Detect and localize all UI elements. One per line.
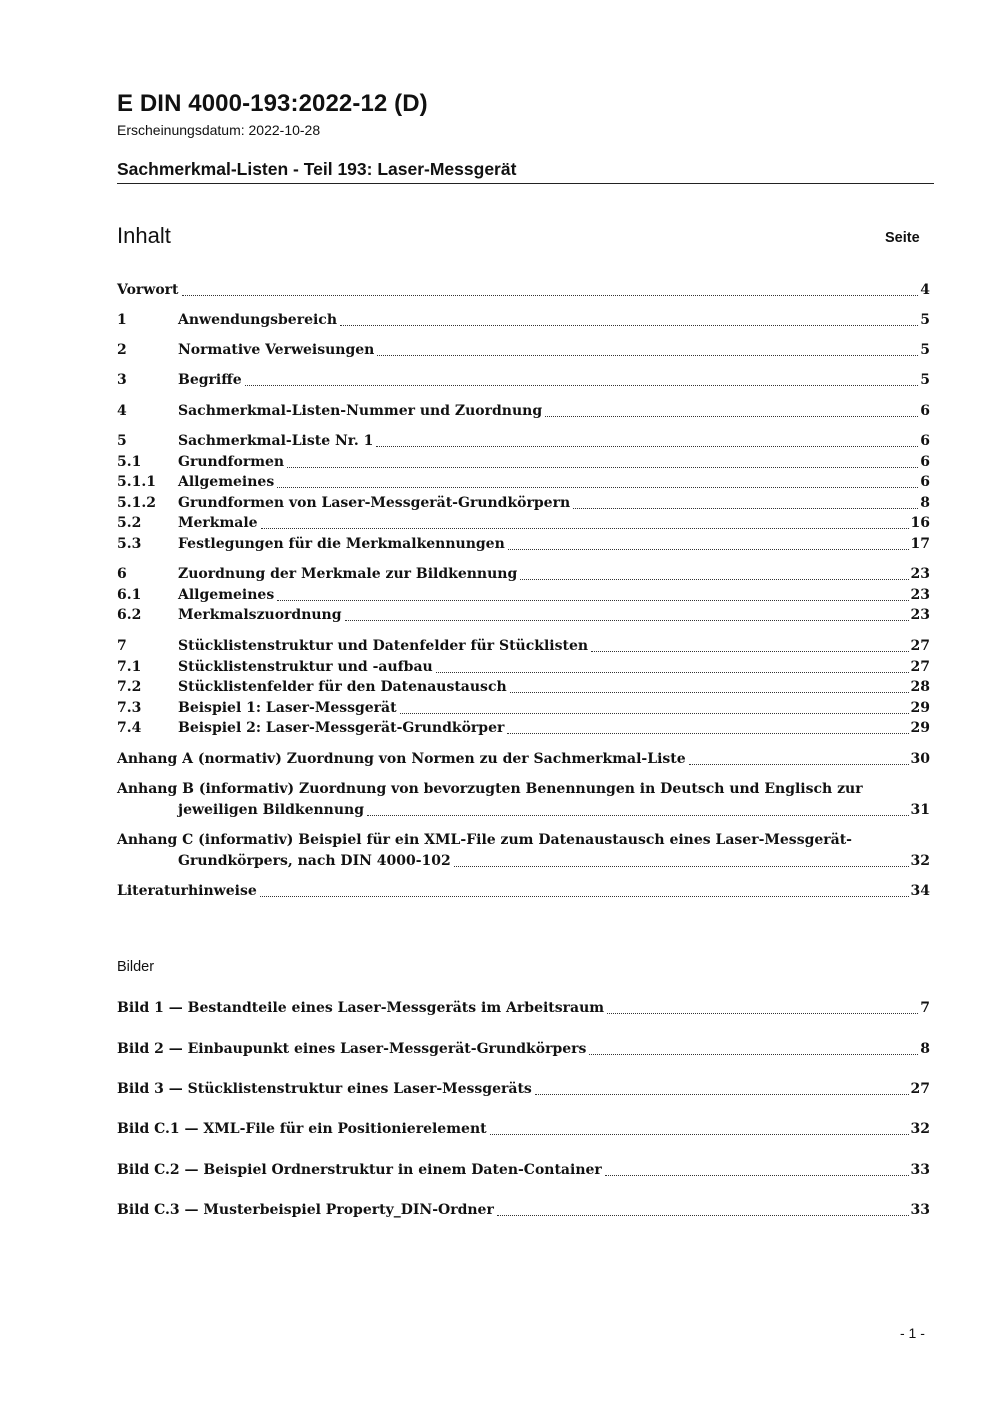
toc-entry-title: Festlegungen für die Merkmalkennungen	[178, 536, 505, 552]
dot-leader	[535, 1093, 909, 1095]
dot-leader	[377, 354, 918, 356]
dot-leader	[260, 895, 909, 897]
figure-entry-page: 8	[920, 1041, 930, 1057]
toc-entry-page: 29	[910, 720, 930, 736]
toc-entry-annex-c[interactable]	[117, 831, 930, 850]
dot-leader	[345, 619, 909, 621]
toc-entry[interactable]	[117, 678, 930, 697]
toc-entry-title: Anwendungsbereich	[178, 312, 337, 328]
toc-entry-page: 27	[910, 659, 930, 675]
dot-leader	[573, 507, 918, 509]
dot-leader	[490, 1133, 909, 1135]
toc-entry[interactable]	[117, 565, 930, 584]
toc-entry-title: Anhang C (informativ) Beispiel für ein XML-File zum Datenaustausch eines Laser-Messgerät-	[117, 832, 852, 848]
toc-entry-title: Beispiel 2: Laser-Messgerät-Grundkörper	[178, 720, 505, 736]
figures-heading: Bilder	[117, 959, 155, 975]
toc-entry-title: Sachmerkmal-Liste Nr. 1	[178, 433, 374, 449]
toc-entry-page: 6	[920, 403, 930, 419]
dot-leader	[607, 1012, 918, 1014]
toc-entry[interactable]	[117, 514, 930, 533]
toc-entry-annex-b-continued[interactable]	[178, 801, 930, 820]
toc-entry-number: 7.4	[117, 720, 142, 736]
toc-entry-page: 6	[920, 454, 930, 470]
toc-entry-number: 2	[117, 342, 127, 358]
toc-entry-number: 4	[117, 403, 127, 419]
figure-entry-title: Bild C.3 — Musterbeispiel Property_DIN-Ordner	[117, 1202, 494, 1218]
figure-entry[interactable]	[117, 1040, 930, 1059]
toc-entry-number: 5.1	[117, 454, 142, 470]
toc-entry[interactable]	[117, 281, 930, 300]
figure-entry-title: Bild 3 — Stücklistenstruktur eines Laser-Messgeräts	[117, 1081, 532, 1097]
toc-entry[interactable]	[117, 432, 930, 451]
toc-entry-number: 3	[117, 372, 127, 388]
figure-entry[interactable]	[117, 1161, 930, 1180]
toc-entry-page: 23	[910, 607, 930, 623]
toc-entry-number: 7	[117, 638, 127, 654]
toc-entry-title: Literaturhinweise	[117, 883, 257, 899]
toc-entry[interactable]	[117, 311, 930, 330]
toc-entry-title: Anhang A (normativ) Zuordnung von Normen zu der Sachmerkmal-Liste	[117, 751, 686, 767]
dot-leader	[605, 1174, 909, 1176]
toc-entry[interactable]	[117, 535, 930, 554]
toc-entry-page: 6	[920, 433, 930, 449]
dot-leader	[261, 527, 909, 529]
figure-entry[interactable]	[117, 999, 930, 1018]
toc-entry-page: 5	[920, 312, 930, 328]
toc-entry-page: 16	[910, 515, 930, 531]
toc-entry-title: Allgemeines	[178, 474, 275, 490]
toc-entry-number: 6.1	[117, 587, 142, 603]
toc-entry-number: 7.1	[117, 659, 142, 675]
toc-entry-number: 5	[117, 433, 127, 449]
toc-entry-title: Grundformen	[178, 454, 285, 470]
toc-entry-page: 34	[910, 883, 930, 899]
toc-entry-bibliography[interactable]	[117, 882, 930, 901]
toc-entry-page: 23	[910, 566, 930, 582]
toc-entry-page: 5	[920, 372, 930, 388]
figure-entry-page: 32	[910, 1121, 930, 1137]
figure-entry[interactable]	[117, 1080, 930, 1099]
dot-leader	[245, 384, 919, 386]
dot-leader	[400, 712, 909, 714]
dot-leader	[507, 732, 908, 734]
toc-entry-page: 6	[920, 474, 930, 490]
toc-entry-title: Allgemeines	[178, 587, 275, 603]
toc-entry[interactable]	[117, 453, 930, 472]
toc-entry-title: Sachmerkmal-Listen-Nummer und Zuordnung	[178, 403, 543, 419]
toc-entry[interactable]	[117, 402, 930, 421]
publication-date: Erscheinungsdatum: 2022-10-28	[117, 122, 321, 138]
dot-leader	[508, 548, 909, 550]
figure-entry-page: 7	[920, 1000, 930, 1016]
toc-entry-number: 1	[117, 312, 127, 328]
toc-entry-title: Normative Verweisungen	[178, 342, 375, 358]
dot-leader	[436, 671, 909, 673]
toc-entry-page: 27	[910, 638, 930, 654]
toc-entry[interactable]	[117, 371, 930, 390]
toc-heading: Inhalt	[117, 223, 171, 248]
toc-entry-number: 5.2	[117, 515, 142, 531]
page-number: - 1 -	[900, 1325, 925, 1341]
toc-entry-title: Merkmale	[178, 515, 258, 531]
toc-entry[interactable]	[117, 586, 930, 605]
figure-entry-title: Bild C.2 — Beispiel Ordnerstruktur in einem Daten-Container	[117, 1162, 602, 1178]
dot-leader	[520, 578, 908, 580]
document-subtitle: Sachmerkmal-Listen - Teil 193: Laser-Messgerät	[117, 159, 517, 179]
dot-leader	[277, 599, 908, 601]
toc-entry-title: Stücklistenfelder für den Datenaustausch	[178, 679, 507, 695]
dot-leader	[340, 324, 918, 326]
figure-entry-page: 33	[910, 1202, 930, 1218]
document-title: E DIN 4000-193:2022-12 (D)	[117, 90, 428, 117]
dot-leader	[591, 650, 908, 652]
toc-entry-number: 5.3	[117, 536, 142, 552]
toc-entry[interactable]	[117, 699, 930, 718]
toc-entry-number: 6	[117, 566, 127, 582]
figure-entry[interactable]	[117, 1120, 930, 1139]
toc-entry-number: 7.3	[117, 700, 142, 716]
toc-entry-page: 31	[910, 802, 930, 818]
toc-entry-page: 30	[910, 751, 930, 767]
toc-entry-number: 7.2	[117, 679, 142, 695]
toc-entry[interactable]	[117, 341, 930, 360]
toc-entry[interactable]	[117, 637, 930, 656]
toc-entry-page: 32	[910, 853, 930, 869]
toc-entry-page: 4	[920, 282, 930, 298]
dot-leader	[545, 415, 918, 417]
toc-entry-page: 8	[920, 495, 930, 511]
toc-entry-annex-b[interactable]	[117, 780, 930, 799]
toc-entry[interactable]	[117, 658, 930, 677]
toc-entry-title: Vorwort	[117, 282, 179, 298]
subtitle-divider	[117, 183, 934, 184]
toc-entry-title: jeweiligen Bildkennung	[178, 802, 365, 818]
toc-entry-title: Begriffe	[178, 372, 242, 388]
figure-entry-title: Bild 2 — Einbaupunkt eines Laser-Messgerät-Grundkörpers	[117, 1041, 587, 1057]
figure-entry-title: Bild 1 — Bestandteile eines Laser-Messgeräts im Arbeitsraum	[117, 1000, 605, 1016]
toc-entry-number: 6.2	[117, 607, 142, 623]
toc-entry-number: 5.1.1	[117, 474, 156, 490]
dot-leader	[510, 691, 909, 693]
toc-entry-number: 5.1.2	[117, 495, 156, 511]
toc-entry-title: Stücklistenstruktur und Datenfelder für Stücklisten	[178, 638, 589, 654]
toc-entry-title: Merkmalszuordnung	[178, 607, 342, 623]
toc-entry-page: 23	[910, 587, 930, 603]
toc-entry[interactable]	[117, 719, 930, 738]
toc-entry-title: Zuordnung der Merkmale zur Bildkennung	[178, 566, 518, 582]
toc-entry-annex-a[interactable]	[117, 750, 930, 769]
toc-entry-title: Stücklistenstruktur und -aufbau	[178, 659, 433, 675]
dot-leader	[367, 814, 909, 816]
dot-leader	[689, 763, 909, 765]
toc-entry-title: Grundkörpers, nach DIN 4000-102	[178, 853, 451, 869]
toc-entry[interactable]	[117, 606, 930, 625]
toc-entry-page: 5	[920, 342, 930, 358]
dot-leader	[376, 445, 918, 447]
toc-entry-page: 29	[910, 700, 930, 716]
dot-leader	[277, 486, 918, 488]
dot-leader	[589, 1053, 918, 1055]
dot-leader	[182, 294, 919, 296]
figure-entry[interactable]	[117, 1201, 930, 1220]
figure-entry-page: 27	[910, 1081, 930, 1097]
toc-entry-page: 17	[910, 536, 930, 552]
dot-leader	[287, 466, 918, 468]
toc-entry-title: Anhang B (informativ) Zuordnung von bevorzugten Benennungen in Deutsch und Englisch zur	[117, 781, 863, 797]
toc-page-column-label: Seite	[885, 230, 920, 246]
toc-entry-annex-c-continued[interactable]	[178, 852, 930, 871]
figure-entry-title: Bild C.1 — XML-File für ein Positionierelement	[117, 1121, 487, 1137]
toc-entry[interactable]	[117, 494, 930, 513]
toc-entry-title: Grundformen von Laser-Messgerät-Grundkörpern	[178, 495, 571, 511]
dot-leader	[454, 865, 909, 867]
toc-entry-title: Beispiel 1: Laser-Messgerät	[178, 700, 397, 716]
dot-leader	[497, 1214, 909, 1216]
figure-entry-page: 33	[910, 1162, 930, 1178]
toc-entry-page: 28	[910, 679, 930, 695]
toc-entry[interactable]	[117, 473, 930, 492]
